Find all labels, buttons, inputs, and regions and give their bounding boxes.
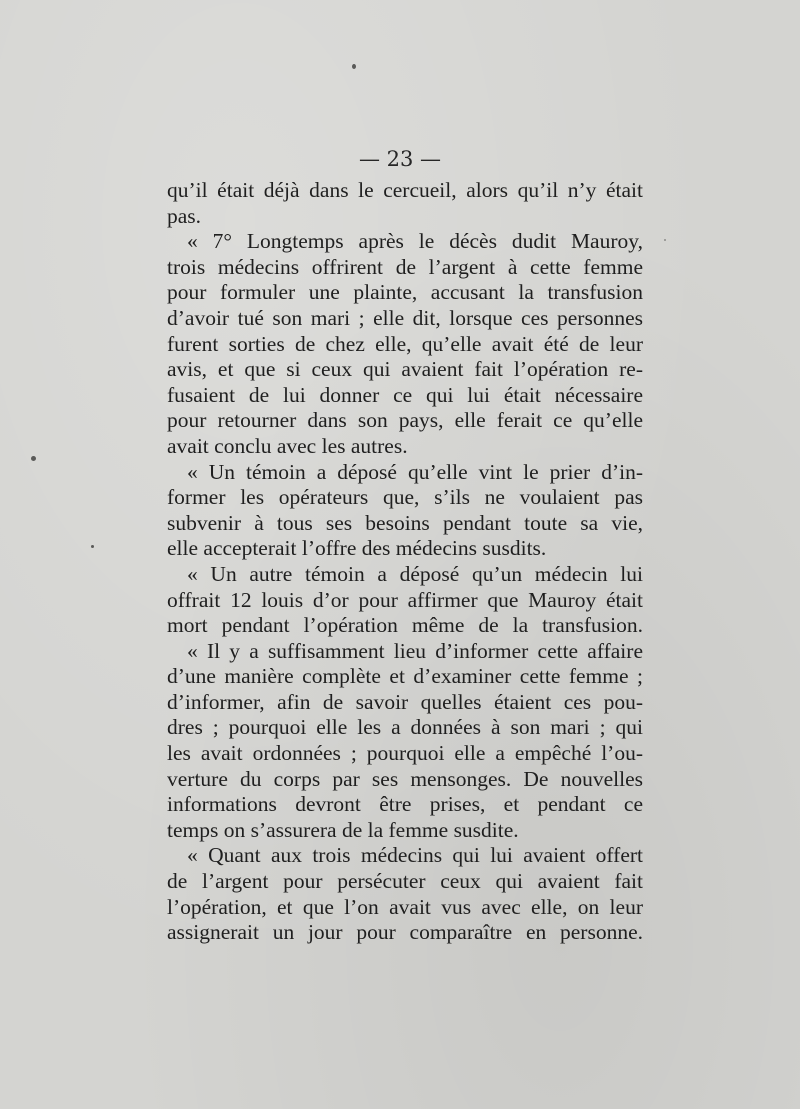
text-line: trois médecins offrirent de l’argent à cette femme xyxy=(167,254,643,279)
text-line: pour retourner dans son pays, elle ferait ce qu’elle xyxy=(167,408,643,433)
text-line: former les opérateurs que, s’ils ne voulaient pas xyxy=(167,485,643,510)
text-line: mort pendant l’opération même de la transfusion. xyxy=(167,613,643,638)
paper-speck xyxy=(664,239,666,241)
text-line: « Un autre témoin a déposé qu’un médecin lui xyxy=(187,561,643,586)
paper-speck xyxy=(352,64,356,69)
text-line: avis, et que si ceux qui avaient fait l’opération re- xyxy=(167,357,643,382)
paper-speck xyxy=(91,545,94,548)
text-line: pour formuler une plainte, accusant la transfusion xyxy=(167,280,643,305)
text-line: « Quant aux trois médecins qui lui avaient offert xyxy=(187,843,643,868)
text-line: les avait ordonnées ; pourquoi elle a empêché l’ou- xyxy=(167,741,643,766)
text-line: d’informer, afin de savoir quelles étaient ces pou- xyxy=(167,689,643,714)
text-line: dres ; pourquoi elle les a données à son mari ; qui xyxy=(167,715,643,740)
text-line: informations devront être prises, et pendant ce xyxy=(167,792,643,817)
text-line: d’avoir tué son mari ; elle dit, lorsque ces personnes xyxy=(167,305,643,330)
text-line: temps on s’assurera de la femme susdite. xyxy=(167,817,519,842)
text-line: « Il y a suffisamment lieu d’informer cette affaire xyxy=(187,638,643,663)
text-line: pas. xyxy=(167,203,202,228)
text-line: d’une manière complète et d’examiner cette femme ; xyxy=(167,664,643,689)
text-line: fusaient de lui donner ce qui lui était nécessaire xyxy=(167,382,643,407)
text-line: « 7° Longtemps après le décès dudit Mauroy, xyxy=(187,229,643,254)
text-line: offrait 12 louis d’or pour affirmer que Mauroy était xyxy=(167,587,643,612)
page-number: — 23 — xyxy=(358,147,442,171)
text-line: « Un témoin a déposé qu’elle vint le prier d’in- xyxy=(187,459,643,484)
text-line: qu’il était déjà dans le cercueil, alors qu’il n’y était xyxy=(167,178,643,202)
paper-speck xyxy=(31,456,36,461)
text-line: furent sorties de chez elle, qu’elle avait été de leur xyxy=(167,331,643,356)
text-line: avait conclu avec les autres. xyxy=(167,433,408,458)
body-text xyxy=(167,178,643,946)
text-line: de l’argent pour persécuter ceux qui avaient fait xyxy=(167,869,643,894)
text-line: assignerait un jour pour comparaître en personne. xyxy=(167,920,643,945)
text-line: l’opération, et que l’on avait vus avec elle, on leur xyxy=(167,894,643,919)
text-line: subvenir à tous ses besoins pendant toute sa vie, xyxy=(167,510,643,535)
text-line: elle accepterait l’offre des médecins susdits. xyxy=(167,536,547,561)
text-line: verture du corps par ses mensonges. De nouvelles xyxy=(167,766,643,791)
